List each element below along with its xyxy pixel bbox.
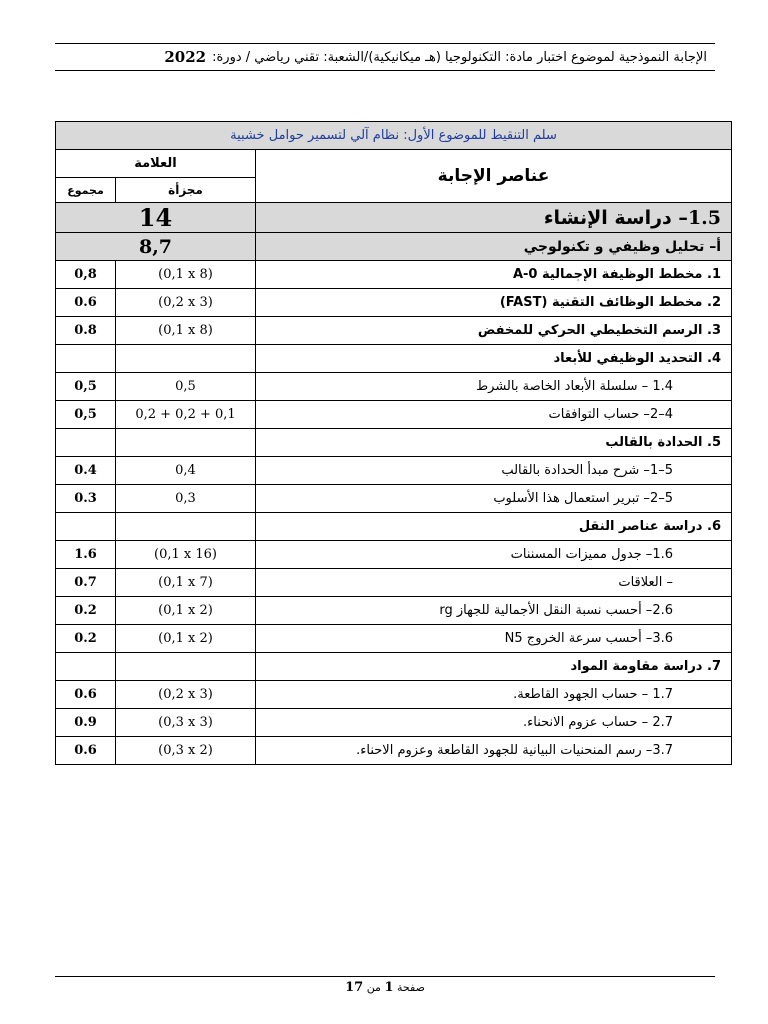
row-total: 0.2 bbox=[56, 625, 116, 653]
row-part bbox=[116, 345, 256, 373]
row-element: 3.7– رسم المنحنيات البيانية للجهود القاطعة وعزوم الاحناء. bbox=[256, 737, 732, 765]
row-part: (0,1 x 7) bbox=[116, 569, 256, 597]
table-row bbox=[56, 709, 732, 737]
row-part bbox=[116, 429, 256, 457]
table-row bbox=[56, 625, 732, 653]
row-element: 7. دراسة مقاومة المواد bbox=[256, 653, 732, 681]
table-row bbox=[56, 569, 732, 597]
table-row bbox=[56, 513, 732, 541]
section-a-total: 8,7 bbox=[56, 233, 256, 261]
row-total: 0,5 bbox=[56, 373, 116, 401]
row-total bbox=[56, 429, 116, 457]
row-total bbox=[56, 513, 116, 541]
row-total: 0.6 bbox=[56, 737, 116, 765]
table-title-row bbox=[56, 122, 732, 150]
footer-of: من bbox=[366, 981, 381, 994]
row-total: 1.6 bbox=[56, 541, 116, 569]
table-row bbox=[56, 429, 732, 457]
row-total: 0,5 bbox=[56, 401, 116, 429]
row-element: 2. مخطط الوظائف التقنية (FAST) bbox=[256, 289, 732, 317]
row-total: 0.6 bbox=[56, 289, 116, 317]
table-title: سلم التنقيط للموضوع الأول: نظام آلي لتسمير حوامل خشبية bbox=[56, 122, 732, 150]
page-header bbox=[55, 43, 715, 71]
table-row bbox=[56, 345, 732, 373]
table-row bbox=[56, 737, 732, 765]
row-part bbox=[116, 653, 256, 681]
footer-total: 17 bbox=[345, 980, 364, 995]
mark-header: العلامة bbox=[56, 150, 256, 178]
row-total: 0.8 bbox=[56, 317, 116, 345]
row-element: 1.4 – سلسلة الأبعاد الخاصة بالشرط bbox=[256, 373, 732, 401]
row-total: 0.2 bbox=[56, 597, 116, 625]
footer-page: 1 bbox=[384, 980, 394, 995]
row-part: 0,2 + 0,2 + 0,1 bbox=[116, 401, 256, 429]
footer-rule bbox=[55, 976, 715, 977]
table-row bbox=[56, 541, 732, 569]
section-main-number: 1.5 bbox=[687, 206, 721, 229]
row-total: 0.6 bbox=[56, 681, 116, 709]
section-main-total: 14 bbox=[56, 203, 256, 233]
page-footer bbox=[55, 980, 715, 995]
row-element: 4. التحديد الوظيفي للأبعاد bbox=[256, 345, 732, 373]
elements-header: عناصر الإجابة bbox=[256, 150, 732, 203]
section-a-label: أ– تحليل وظيفي و تكنولوجي bbox=[256, 233, 732, 261]
table-row bbox=[56, 485, 732, 513]
row-element: 5. الحدادة بالقالب bbox=[256, 429, 732, 457]
row-part: (0,1 x 2) bbox=[116, 625, 256, 653]
row-total: 0.3 bbox=[56, 485, 116, 513]
table-row bbox=[56, 261, 732, 289]
row-part: (0,3 x 3) bbox=[116, 709, 256, 737]
table-row bbox=[56, 653, 732, 681]
section-main-text: – دراسة الإنشاء bbox=[543, 206, 688, 229]
row-element: 1.6– جدول مميزات المسننات bbox=[256, 541, 732, 569]
footer-prefix: صفحة bbox=[397, 981, 425, 994]
table-row bbox=[56, 289, 732, 317]
row-total: 0,8 bbox=[56, 261, 116, 289]
row-element: 3.6– أحسب سرعة الخروج N5 bbox=[256, 625, 732, 653]
row-part: (0,3 x 2) bbox=[116, 737, 256, 765]
section-main-label bbox=[256, 203, 732, 233]
section-a-row bbox=[56, 233, 732, 261]
row-part: (0,1 x 8) bbox=[116, 261, 256, 289]
row-part: 0,5 bbox=[116, 373, 256, 401]
grading-table bbox=[55, 121, 732, 765]
row-part: 0,4 bbox=[116, 457, 256, 485]
row-element: 2.6– أحسب نسبة النقل الأجمالية للجهاز rg bbox=[256, 597, 732, 625]
row-element: 6. دراسة عناصر النقل bbox=[256, 513, 732, 541]
row-element: 5–2– تبرير استعمال هذا الأسلوب bbox=[256, 485, 732, 513]
header-text: الإجابة النموذجية لموضوع اختبار مادة: التكنولوجيا (هـ ميكانيكية)/الشعبة: تقني رياضي / دورة: bbox=[212, 49, 707, 65]
row-part: (0,2 x 3) bbox=[116, 681, 256, 709]
header-year: 2022 bbox=[164, 48, 207, 66]
row-total bbox=[56, 653, 116, 681]
row-element: 1. مخطط الوظيفة الإجمالية A-0 bbox=[256, 261, 732, 289]
row-element: 2.7 – حساب عزوم الانحناء. bbox=[256, 709, 732, 737]
column-header-row bbox=[56, 150, 732, 178]
row-part: (0,2 x 3) bbox=[116, 289, 256, 317]
row-element: 5–1– شرح مبدأ الحدادة بالقالب bbox=[256, 457, 732, 485]
row-part: (0,1 x 2) bbox=[116, 597, 256, 625]
row-part: (0,1 x 8) bbox=[116, 317, 256, 345]
row-element: 3. الرسم التخطيطي الحركي للمخفض bbox=[256, 317, 732, 345]
row-element: 4–2– حساب التوافقات bbox=[256, 401, 732, 429]
table-row bbox=[56, 681, 732, 709]
table-row bbox=[56, 317, 732, 345]
total-header: مجموع bbox=[56, 178, 116, 203]
row-total bbox=[56, 345, 116, 373]
table-row bbox=[56, 373, 732, 401]
row-element: 1.7 – حساب الجهود القاطعة. bbox=[256, 681, 732, 709]
row-part: (0,1 x 16) bbox=[116, 541, 256, 569]
row-element: – العلاقات bbox=[256, 569, 732, 597]
table-row bbox=[56, 401, 732, 429]
row-total: 0.9 bbox=[56, 709, 116, 737]
section-main-row bbox=[56, 203, 732, 233]
part-header: مجزأة bbox=[116, 178, 256, 203]
table-row bbox=[56, 597, 732, 625]
row-part bbox=[116, 513, 256, 541]
row-total: 0.4 bbox=[56, 457, 116, 485]
row-part: 0,3 bbox=[116, 485, 256, 513]
row-total: 0.7 bbox=[56, 569, 116, 597]
table-row bbox=[56, 457, 732, 485]
